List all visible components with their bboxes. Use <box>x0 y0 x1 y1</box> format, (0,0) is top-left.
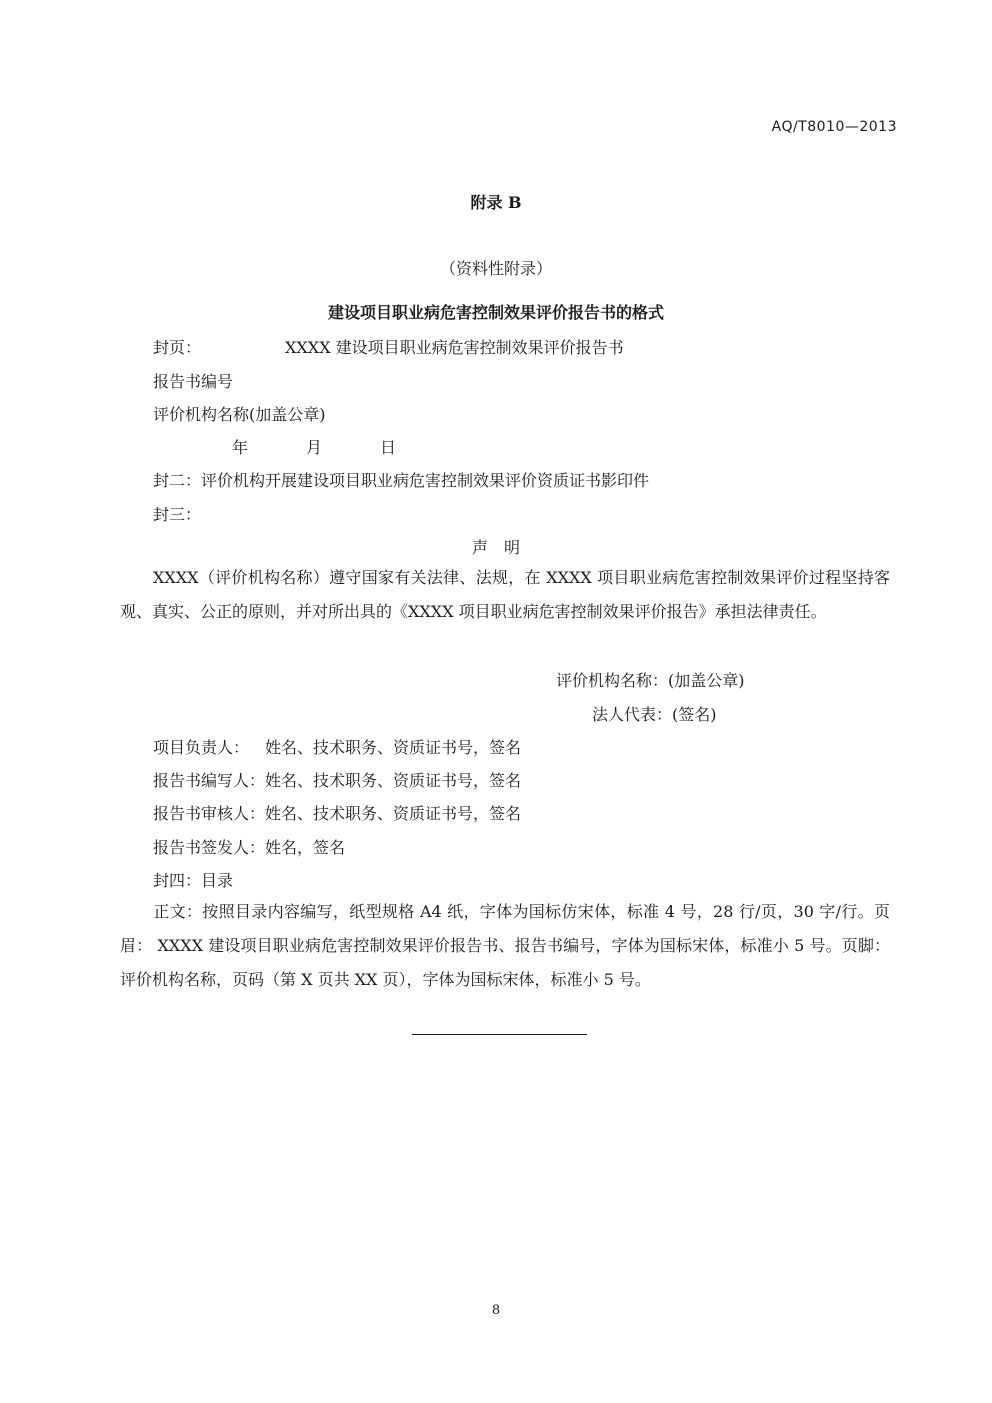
day-label: 日 <box>380 438 397 457</box>
cover4-line: 封四：目录 <box>153 871 234 890</box>
end-separator-line <box>412 1034 587 1035</box>
role-label: 项目负责人： <box>153 738 250 757</box>
org-name-label: 评价机构名称(加盖公章) <box>153 405 326 424</box>
cover-line <box>153 335 624 358</box>
role-label: 报告书编写人： <box>153 771 266 790</box>
role-label: 报告书签发人： <box>153 838 266 857</box>
role-value: 姓名，签名 <box>265 838 346 857</box>
date-line <box>232 435 396 458</box>
month-label: 月 <box>306 438 323 457</box>
role-row <box>153 768 521 791</box>
statement-text: XXXX（评价机构名称）遵守国家有关法律、法规，在 XXXX 项目职业病危害控制效果评价过程坚持客观、真实、公正的原则，并对所出具的《XXXX 项目职业病危害控制效果评价报告》承担法律责任。 <box>120 568 890 621</box>
body-paragraph <box>120 895 890 997</box>
cover-text: XXXX 建设项目职业病危害控制效果评价报告书 <box>285 338 624 357</box>
standard-code: AQ/T8010—2013 <box>771 119 897 135</box>
role-value: 姓名、技术职务、资质证书号，签名 <box>265 738 522 757</box>
statement-title: 声 明 <box>471 538 520 557</box>
body-text: 正文：按照目录内容编写，纸型规格 A4 纸，字体为国标仿宋体，标准 4 号，28 行/页，30 字/行。页眉： XXXX 建设项目职业病危害控制效果评价报告书、报告书编号，字体为国标宋体，标准小 5 号。页脚：评价机构名称，页码（第 X 页共 XX 页），字体为国标宋体，标准小 5 号。 <box>120 902 890 989</box>
year-label: 年 <box>232 438 249 457</box>
document-title: 建设项目职业病危害控制效果评价报告书的格式 <box>327 303 664 322</box>
cover2-line: 封二：评价机构开展建设项目职业病危害控制效果评价资质证书影印件 <box>153 471 650 490</box>
role-label: 报告书审核人： <box>153 804 266 823</box>
report-number-label: 报告书编号 <box>153 372 234 391</box>
statement-paragraph <box>120 561 890 629</box>
role-value: 姓名、技术职务、资质证书号，签名 <box>265 771 522 790</box>
legal-rep-line: 法人代表：(签名) <box>592 705 717 724</box>
role-row <box>153 801 521 824</box>
cover-label: 封页： <box>153 338 202 357</box>
role-value: 姓名、技术职务、资质证书号，签名 <box>265 804 522 823</box>
role-row <box>153 835 345 858</box>
appendix-subtitle: （资料性附录） <box>439 259 552 278</box>
cover3-label: 封三： <box>153 505 202 524</box>
org-seal-line: 评价机构名称：(加盖公章) <box>556 671 745 690</box>
page-number: 8 <box>491 1303 501 1318</box>
role-row <box>153 735 521 758</box>
appendix-title: 附录 B <box>470 193 522 212</box>
